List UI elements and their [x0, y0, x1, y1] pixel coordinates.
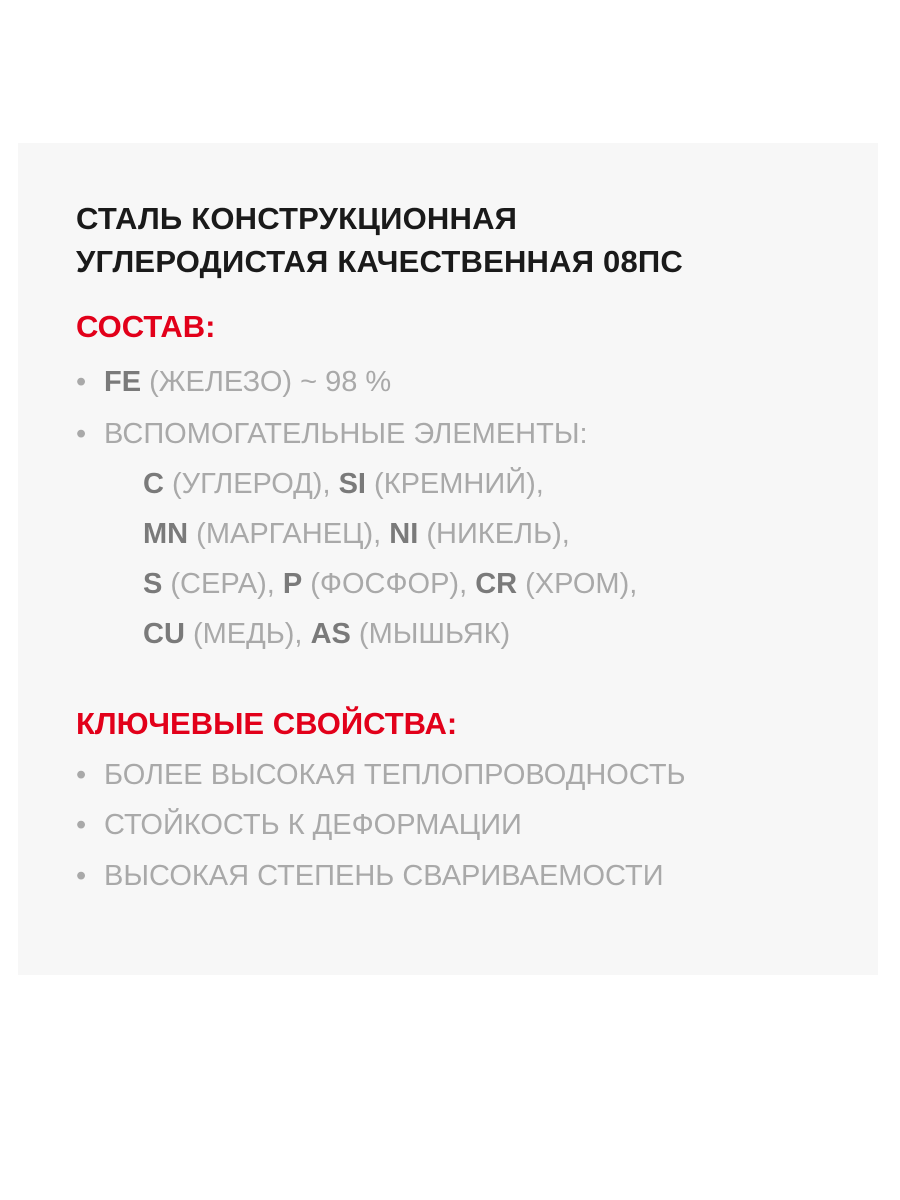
product-title-line-2: УГЛЕРОДИСТАЯ КАЧЕСТВЕННАЯ 08ПС	[76, 244, 683, 279]
element-symbol-p: P	[282, 568, 303, 600]
bullet-icon: •	[76, 366, 87, 398]
element-name-si: (КРЕМНИЙ),	[365, 468, 544, 500]
element-symbol-cu: CU	[143, 618, 185, 650]
product-title-line-1: СТАЛЬ КОНСТРУКЦИОННАЯ	[76, 201, 518, 236]
product-info-card	[18, 143, 878, 975]
composition-main-element	[76, 362, 391, 402]
element-symbol-ni: NI	[389, 518, 419, 550]
property-item	[76, 755, 686, 795]
element-name-cr: (ХРОМ),	[517, 568, 638, 600]
element-name-as: (МЫШЬЯК)	[350, 618, 511, 650]
element-name-fe: (ЖЕЛЕЗО) ~ 98 %	[141, 366, 392, 398]
composition-heading: СОСТАВ:	[76, 309, 216, 344]
bullet-icon: •	[76, 809, 87, 841]
element-symbol-as: AS	[310, 618, 351, 650]
property-item	[76, 805, 522, 845]
element-symbol-mn: MN	[143, 518, 189, 550]
element-name-c: (УГЛЕРОД),	[163, 468, 339, 500]
element-symbol-c: C	[143, 468, 164, 500]
element-symbol-s: S	[143, 568, 163, 600]
bullet-icon: •	[76, 860, 87, 892]
composition-aux-label	[76, 414, 588, 454]
aux-elements-row-1	[143, 464, 544, 504]
bullet-icon: •	[76, 418, 87, 450]
property-text: БОЛЕЕ ВЫСОКАЯ ТЕПЛОПРОВОДНОСТЬ	[104, 759, 686, 791]
aux-elements-row-3	[143, 564, 637, 604]
aux-elements-row-4	[143, 614, 510, 654]
element-symbol-si: SI	[338, 468, 366, 500]
element-name-p: (ФОСФОР),	[302, 568, 476, 600]
property-text: ВЫСОКАЯ СТЕПЕНЬ СВАРИВАЕМОСТИ	[104, 860, 664, 892]
element-name-mn: (МАРГАНЕЦ),	[188, 518, 390, 550]
element-name-cu: (МЕДЬ),	[184, 618, 311, 650]
bullet-icon: •	[76, 759, 87, 791]
property-item	[76, 856, 664, 896]
element-name-ni: (НИКЕЛЬ),	[418, 518, 570, 550]
aux-elements-label: ВСПОМОГАТЕЛЬНЫЕ ЭЛЕМЕНТЫ:	[104, 418, 588, 450]
properties-heading: КЛЮЧЕВЫЕ СВОЙСТВА:	[76, 706, 458, 741]
element-symbol-cr: CR	[475, 568, 518, 600]
product-title	[76, 197, 683, 283]
element-name-s: (СЕРА),	[162, 568, 283, 600]
aux-elements-row-2	[143, 514, 570, 554]
property-text: СТОЙКОСТЬ К ДЕФОРМАЦИИ	[104, 809, 522, 841]
element-symbol-fe: FE	[104, 366, 142, 398]
